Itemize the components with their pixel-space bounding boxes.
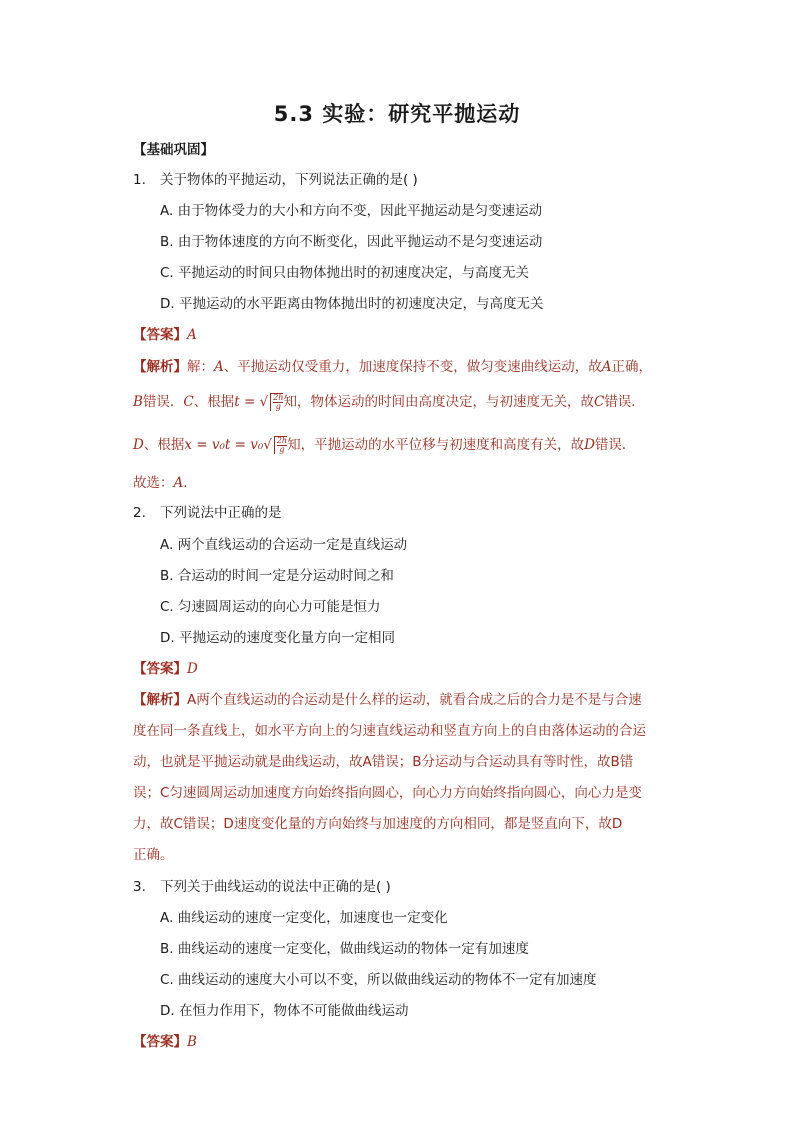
option-c: C. 曲线运动的速度大小可以不变，所以做曲线运动的物体不一定有加速度 <box>160 972 597 988</box>
expl-text: 错误． <box>604 394 645 410</box>
question-number: 3. <box>133 879 146 895</box>
page-title: 5.3 实验：研究平抛运动 <box>273 102 521 126</box>
fraction-numerator: 2h <box>276 436 288 445</box>
expl-var: B <box>133 394 143 410</box>
explanation-line <box>133 435 635 455</box>
question-stem: 下列说法中正确的是 <box>160 505 282 521</box>
formula-fraction <box>270 393 283 411</box>
option-b: B. 曲线运动的速度一定变化，做曲线运动的物体一定有加速度 <box>160 941 529 957</box>
expl-text: 故选： <box>133 475 174 491</box>
expl-var: D <box>584 437 595 453</box>
question-number: 1. <box>133 172 146 188</box>
explanation-line <box>133 357 652 377</box>
option-a: A. 曲线运动的速度一定变化，加速度也一定变化 <box>160 910 448 926</box>
answer-line <box>133 1032 197 1052</box>
option-c: C. 匀速圆周运动的向心力可能是恒力 <box>160 599 381 615</box>
question-number: 2. <box>133 505 146 521</box>
expl-text: 正确， <box>611 359 652 375</box>
expl-text: 、平抛运动仅受重力，加速度保持不变，做匀变速曲线运动，故 <box>223 359 602 375</box>
answer-value: A <box>187 327 197 343</box>
expl-text: A两个直线运动的合运动是什么样的运动，就看合成之后的合力是不是与合速 <box>187 692 642 708</box>
expl-var: C <box>183 394 194 410</box>
expl-text: 知，物体运动的时间由高度决定，与初速度无关，故 <box>283 394 594 410</box>
expl-var: D <box>133 437 144 453</box>
explanation-line: 力，故C错误；D速度变化量的方向始终与加速度的方向相同，都是竖直向下，故D <box>133 816 623 832</box>
fraction-denominator: g <box>275 402 281 411</box>
answer-value: B <box>187 1034 197 1050</box>
answer-label: 【答案】 <box>133 327 187 343</box>
expl-var: A <box>601 359 612 375</box>
explanation-line <box>133 473 197 493</box>
option-d: D. 平抛运动的速度变化量方向一定相同 <box>160 630 395 646</box>
option-b: B. 由于物体速度的方向不断变化，因此平抛运动不是匀变速运动 <box>160 234 543 250</box>
explanation-line: 正确。 <box>133 847 174 863</box>
option-d: D. 平抛运动的水平距离由物体抛出时的初速度决定，与高度无关 <box>160 296 544 312</box>
option-d: D. 在恒力作用下，物体不可能做曲线运动 <box>160 1003 409 1019</box>
answer-label: 【答案】 <box>133 1034 187 1050</box>
expl-text: 、根据 <box>193 394 235 410</box>
sqrt-symbol: √ <box>263 437 272 453</box>
expl-text: 解： <box>187 359 214 375</box>
option-a: A. 两个直线运动的合运动一定是直线运动 <box>160 537 408 553</box>
expl-text: 错误． <box>142 394 184 410</box>
option-c: C. 平抛运动的时间只由物体抛出时的初速度决定，与高度无关 <box>160 265 530 281</box>
explanation-line: 误；C匀速圆周运动加速度方向始终指向圆心，向心力方向始终指向圆心，向心力是变 <box>133 785 642 801</box>
explanation-line <box>133 392 645 412</box>
expl-var: C <box>593 394 605 410</box>
expl-text: 错误． <box>594 437 636 453</box>
answer-line <box>133 659 198 679</box>
explanation-label: 【解析】 <box>133 359 187 375</box>
explanation-line: 动，也就是平抛运动就是曲线运动，故A错误；B分运动与合运动具有等时性，故B错 <box>133 754 634 770</box>
explanation-label: 【解析】 <box>133 692 187 708</box>
fraction-numerator: 2h <box>273 393 284 402</box>
answer-line <box>133 325 197 345</box>
explanation-line: 度在同一条直线上，如水平方向上的匀速直线运动和竖直方向上的自由落体运动的合运 <box>133 723 646 739</box>
answer-label: 【答案】 <box>133 661 187 677</box>
formula-fraction <box>274 436 287 454</box>
expl-var: A <box>214 359 224 375</box>
sqrt-symbol: √ <box>259 394 269 410</box>
formula-t: t = <box>234 394 260 410</box>
expl-var: A <box>173 475 184 491</box>
section-heading: 【基础巩固】 <box>133 142 214 158</box>
formula-x: x = v₀t = v₀ <box>184 437 264 453</box>
explanation-line <box>133 690 642 710</box>
expl-text: 知，平抛运动的水平位移与初速度和高度有关，故 <box>287 437 585 453</box>
expl-text: 、根据 <box>143 437 185 453</box>
answer-value: D <box>187 661 198 677</box>
question-stem: 下列关于曲线运动的说法中正确的是( ) <box>160 879 391 895</box>
fraction-denominator: g <box>279 445 285 454</box>
question-stem: 关于物体的平抛运动，下列说法正确的是( ) <box>160 172 418 188</box>
expl-text: ． <box>183 475 197 491</box>
option-a: A. 由于物体受力的大小和方向不变，因此平抛运动是匀变速运动 <box>160 203 543 219</box>
option-b: B. 合运动的时间一定是分运动时间之和 <box>160 568 394 584</box>
